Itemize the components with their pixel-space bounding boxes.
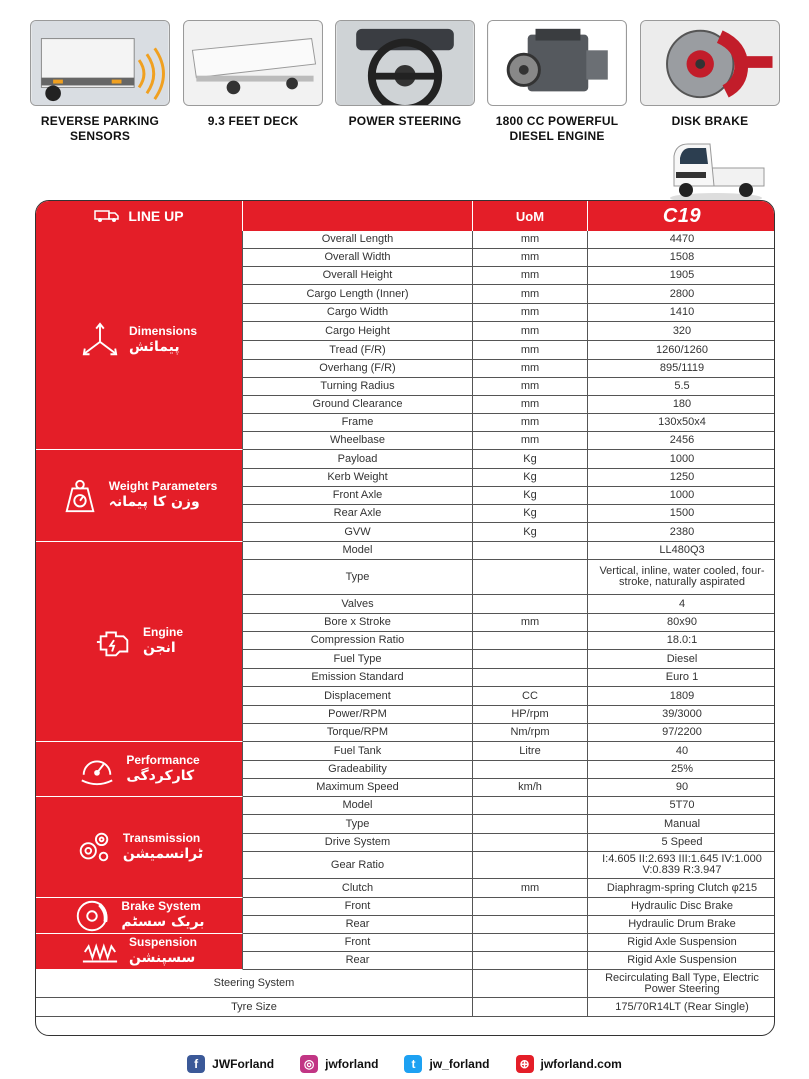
unit-cell (473, 650, 588, 668)
value-cell: 180 (672, 398, 692, 410)
parameter-cell: Front Axle (243, 487, 473, 504)
value-cell: 25% (670, 763, 694, 775)
unit-cell: Kg (473, 487, 588, 504)
cargo-deck-photo (183, 20, 323, 106)
table-row (243, 304, 775, 322)
value-cell: Euro 1 (665, 671, 699, 683)
parameter-cell: Bore x Stroke (243, 614, 473, 631)
table-row (243, 706, 775, 724)
table-row (243, 285, 775, 304)
unit-cell (473, 952, 588, 969)
unit-cell: mm (473, 879, 588, 897)
social-link[interactable] (300, 1055, 378, 1073)
parameter-cell: Tread (F/R) (243, 341, 473, 359)
social-label: JWForland (212, 1057, 275, 1071)
parameter-cell: Front (243, 934, 473, 951)
parameter-cell: Valves (243, 595, 473, 613)
parameter-cell: Rear Axle (243, 505, 473, 522)
feature-deck (183, 20, 323, 129)
parameter-cell: Overall Length (243, 231, 473, 248)
unit-cell: mm (473, 267, 588, 284)
category-name-urdu: سسپنشن (128, 950, 196, 966)
table-row (243, 669, 775, 687)
value-cell: Recirculating Ball Type, Electric Power Steering (605, 971, 759, 995)
table-row (243, 742, 775, 761)
category-label (126, 754, 199, 785)
axes-icon (81, 321, 119, 359)
table-row (243, 414, 775, 432)
unit-cell: Kg (473, 450, 588, 468)
value-cell: 2800 (669, 287, 695, 300)
category-label (123, 832, 203, 863)
unit-cell: km/h (473, 779, 588, 796)
instagram-icon: ◎ (300, 1055, 318, 1073)
value-cell: 320 (672, 324, 692, 337)
table-row (243, 724, 775, 742)
unit-cell: Nm/rpm (473, 724, 588, 741)
unit-cell (473, 815, 588, 833)
web-icon: ⊕ (516, 1055, 534, 1073)
category-performance (36, 742, 243, 797)
table-row (243, 432, 775, 450)
model-header: C19 (662, 204, 702, 227)
parameter-cell: Model (243, 797, 473, 814)
unit-cell (473, 761, 588, 778)
parameter-cell: Cargo Height (243, 322, 473, 340)
category-dimensions (36, 231, 243, 450)
parameter-cell: Turning Radius (243, 378, 473, 395)
feature-strip (30, 20, 780, 150)
value-cell: 40 (675, 744, 689, 757)
table-row (243, 614, 775, 632)
value-cell: 130x50x4 (658, 416, 706, 428)
value-cell: Rigid Axle Suspension (627, 936, 737, 948)
unit-cell: mm (473, 396, 588, 413)
table-row (243, 687, 775, 706)
feature-reverse-parking (30, 20, 170, 144)
parameter-cell: Payload (243, 450, 473, 468)
parameter-cell: Displacement (243, 687, 473, 705)
brake-icon (73, 897, 111, 935)
value-cell: Vertical, inline, water cooled, four-stroke, naturally aspirated (599, 565, 765, 588)
unit-cell: Kg (473, 505, 588, 522)
feature-label: POWER STEERING (348, 114, 462, 128)
parameter-cell: Compression Ratio (243, 632, 473, 649)
category-weight-parameters (36, 450, 243, 542)
parameter-cell: Torque/RPM (243, 724, 473, 741)
table-row (243, 779, 775, 797)
engine-icon (95, 623, 133, 661)
social-label: jw_forland (429, 1057, 490, 1071)
unit-cell: mm (473, 322, 588, 340)
parameter-cell: Rear (243, 952, 473, 969)
unit-cell: mm (473, 304, 588, 321)
table-row (243, 952, 775, 970)
truck-icon (94, 207, 120, 226)
table-row (243, 231, 775, 249)
unit-cell (473, 669, 588, 686)
table-row (243, 322, 775, 341)
unit-cell (473, 898, 588, 915)
unit-cell (473, 970, 588, 997)
unit-cell (473, 852, 588, 878)
category-name: Weight Parameters (108, 479, 218, 493)
weight-icon (61, 477, 99, 515)
category-engine (36, 542, 243, 742)
lineup-header (36, 201, 243, 231)
value-cell: 18.0:1 (666, 634, 698, 646)
unit-cell (473, 834, 588, 851)
table-row (243, 378, 775, 396)
table-row (243, 595, 775, 614)
value-cell: 1809 (669, 689, 695, 702)
unit-cell (473, 595, 588, 613)
value-cell: Hydraulic Disc Brake (630, 900, 734, 912)
category-brake-system (36, 898, 243, 934)
unit-cell: mm (473, 360, 588, 377)
social-footer (0, 1052, 809, 1076)
category-suspension (36, 934, 243, 970)
table-row (243, 542, 775, 560)
table-row (243, 934, 775, 952)
parameter-cell: Overhang (F/R) (243, 360, 473, 377)
category-label (129, 936, 197, 967)
table-row (243, 797, 775, 815)
table-row (243, 341, 775, 360)
parameter-cell: Cargo Length (Inner) (243, 285, 473, 303)
table-row (243, 523, 775, 542)
value-cell: Manual (663, 817, 701, 830)
table-row (243, 650, 775, 669)
value-cell: 2456 (669, 434, 695, 446)
truck-image (666, 138, 766, 204)
parameter-cell: Emission Standard (243, 669, 473, 686)
parameter-cell: Overall Width (243, 249, 473, 266)
category-name: Brake System (121, 899, 201, 913)
parameter-cell: Ground Clearance (243, 396, 473, 413)
category-name: Engine (142, 625, 183, 639)
unit-cell (473, 632, 588, 649)
unit-cell: mm (473, 614, 588, 631)
table-row (243, 560, 775, 595)
table-row (36, 998, 775, 1017)
social-link[interactable] (187, 1055, 274, 1073)
category-name-urdu: کارکردگی (126, 767, 195, 784)
speedometer-icon (78, 750, 116, 788)
parameter-cell: Clutch (243, 879, 473, 897)
social-link[interactable] (516, 1055, 622, 1073)
table-row (243, 815, 775, 834)
unit-cell (473, 934, 588, 951)
value-cell: 175/70R14LT (Rear Single) (615, 1000, 749, 1013)
unit-cell: Litre (473, 742, 588, 760)
unit-cell: mm (473, 432, 588, 449)
parameter-cell: Type (243, 815, 473, 833)
category-name: Performance (126, 752, 200, 767)
parameter-cell: Gradeability (243, 761, 473, 778)
unit-cell: mm (473, 285, 588, 303)
table-row (243, 469, 775, 487)
unit-cell: HP/rpm (473, 706, 588, 723)
category-name: Suspension (128, 935, 197, 949)
unit-cell (473, 797, 588, 814)
category-label (109, 480, 218, 511)
unit-cell: CC (473, 687, 588, 705)
table-row (243, 249, 775, 267)
table-row (243, 450, 775, 469)
parameter-cell: Front (243, 898, 473, 915)
value-cell: 4470 (669, 233, 695, 245)
value-cell: LL480Q3 (659, 544, 705, 556)
category-label (121, 900, 204, 931)
parameter-cell: Fuel Tank (243, 742, 473, 760)
parameter-cell: GVW (243, 523, 473, 541)
value-cell: Diaphragm-spring Clutch φ215 (606, 881, 758, 894)
category-name: Dimensions (128, 323, 197, 338)
value-cell: 1250 (669, 471, 695, 483)
parameter-cell: Power/RPM (243, 706, 473, 723)
table-row (243, 761, 775, 779)
unit-cell (473, 998, 588, 1016)
table-row (243, 852, 775, 879)
unit-cell: mm (473, 231, 588, 248)
table-row (243, 487, 775, 505)
parameter-cell: Rear (243, 916, 473, 933)
value-cell: 1000 (669, 489, 695, 501)
uom-header: UoM (473, 201, 588, 231)
feature-engine (487, 20, 627, 144)
parameter-cell: Model (243, 542, 473, 559)
category-name-urdu: بریک سسٹم (121, 914, 205, 930)
value-cell: 895/1119 (659, 362, 705, 374)
unit-cell: Kg (473, 523, 588, 541)
value-cell: Rigid Axle Suspension (627, 954, 737, 966)
gears-icon (75, 828, 113, 866)
value-cell: 97/2200 (662, 726, 702, 738)
category-name: Transmission (122, 830, 201, 845)
lineup-label: LINE UP (128, 208, 184, 224)
parameter-cell: Gear Ratio (243, 852, 473, 878)
steering-wheel-photo (335, 20, 475, 106)
feature-label: DISK BRAKE (671, 114, 749, 128)
category-name-urdu: پیمائش (128, 338, 180, 355)
unit-cell: Kg (473, 469, 588, 486)
parameter-cell: Tyre Size (36, 998, 473, 1016)
category-label (143, 626, 183, 657)
parameter-cell: Fuel Type (243, 650, 473, 668)
value-cell: Diesel (666, 652, 698, 665)
value-cell: 39/3000 (662, 708, 702, 720)
table-row (36, 970, 775, 998)
social-label: jwforland (325, 1057, 379, 1071)
value-cell: 1410 (669, 306, 695, 318)
value-cell: 90 (675, 781, 689, 793)
unit-cell (473, 560, 588, 594)
table-row (243, 505, 775, 523)
value-cell: 1000 (669, 452, 695, 465)
unit-cell (473, 542, 588, 559)
feature-steering (335, 20, 475, 129)
social-link[interactable] (404, 1055, 489, 1073)
disc-brake-photo (640, 20, 780, 106)
parameter-cell: Type (243, 560, 473, 594)
parking-sensor-photo (30, 20, 170, 106)
value-cell: Hydraulic Drum Brake (628, 918, 736, 930)
value-cell: I:4.605 II:2.693 III:1.645 IV:1.000 V:0.839 R:3.947 (602, 853, 762, 876)
table-row (243, 396, 775, 414)
parameter-cell: Maximum Speed (243, 779, 473, 796)
table-row (243, 879, 775, 898)
parameter-cell: Drive System (243, 834, 473, 851)
value-cell: 80x90 (667, 616, 697, 628)
facebook-icon: f (187, 1055, 205, 1073)
table-row (243, 267, 775, 285)
parameter-cell: Cargo Width (243, 304, 473, 321)
value-cell: 5.5 (674, 380, 690, 392)
unit-cell (473, 916, 588, 933)
twitter-icon: t (404, 1055, 422, 1073)
table-row (243, 916, 775, 934)
feature-brake (640, 20, 780, 129)
parameter-cell: Steering System (36, 970, 473, 997)
spec-table (35, 200, 775, 1036)
value-cell: 1260/1260 (656, 343, 708, 356)
feature-label: 1800 CC POWERFUL DIESEL ENGINE (495, 114, 619, 143)
value-cell: 5 Speed (661, 836, 703, 848)
parameter-cell: Overall Height (243, 267, 473, 284)
engine-photo (487, 20, 627, 106)
value-cell: 1905 (669, 269, 695, 281)
table-row (243, 898, 775, 916)
value-cell: 1500 (669, 507, 695, 519)
category-name-urdu: وزن کا پیمانہ (108, 494, 200, 510)
parameter-cell: Frame (243, 414, 473, 431)
value-cell: 1508 (669, 251, 695, 263)
feature-label: REVERSE PARKING SENSORS (40, 114, 160, 143)
value-cell: 4 (678, 597, 686, 610)
category-name-urdu: انجن (142, 640, 176, 656)
value-cell: 2380 (669, 525, 695, 538)
table-row (243, 632, 775, 650)
parameter-header (243, 201, 473, 231)
unit-cell: mm (473, 341, 588, 359)
table-row (243, 360, 775, 378)
parameter-cell: Wheelbase (243, 432, 473, 449)
table-header (36, 201, 775, 231)
social-label: jwforland.com (540, 1057, 622, 1071)
parameter-cell: Kerb Weight (243, 469, 473, 486)
unit-cell: mm (473, 249, 588, 266)
category-transmission (36, 797, 243, 898)
category-name-urdu: ٹرانسمیشن (122, 845, 204, 862)
value-cell: 5T70 (669, 799, 695, 811)
category-label (129, 325, 197, 356)
unit-cell: mm (473, 414, 588, 431)
unit-cell: mm (473, 378, 588, 395)
spring-icon (81, 933, 119, 971)
feature-label: 9.3 FEET DECK (207, 114, 299, 128)
table-row (243, 834, 775, 852)
